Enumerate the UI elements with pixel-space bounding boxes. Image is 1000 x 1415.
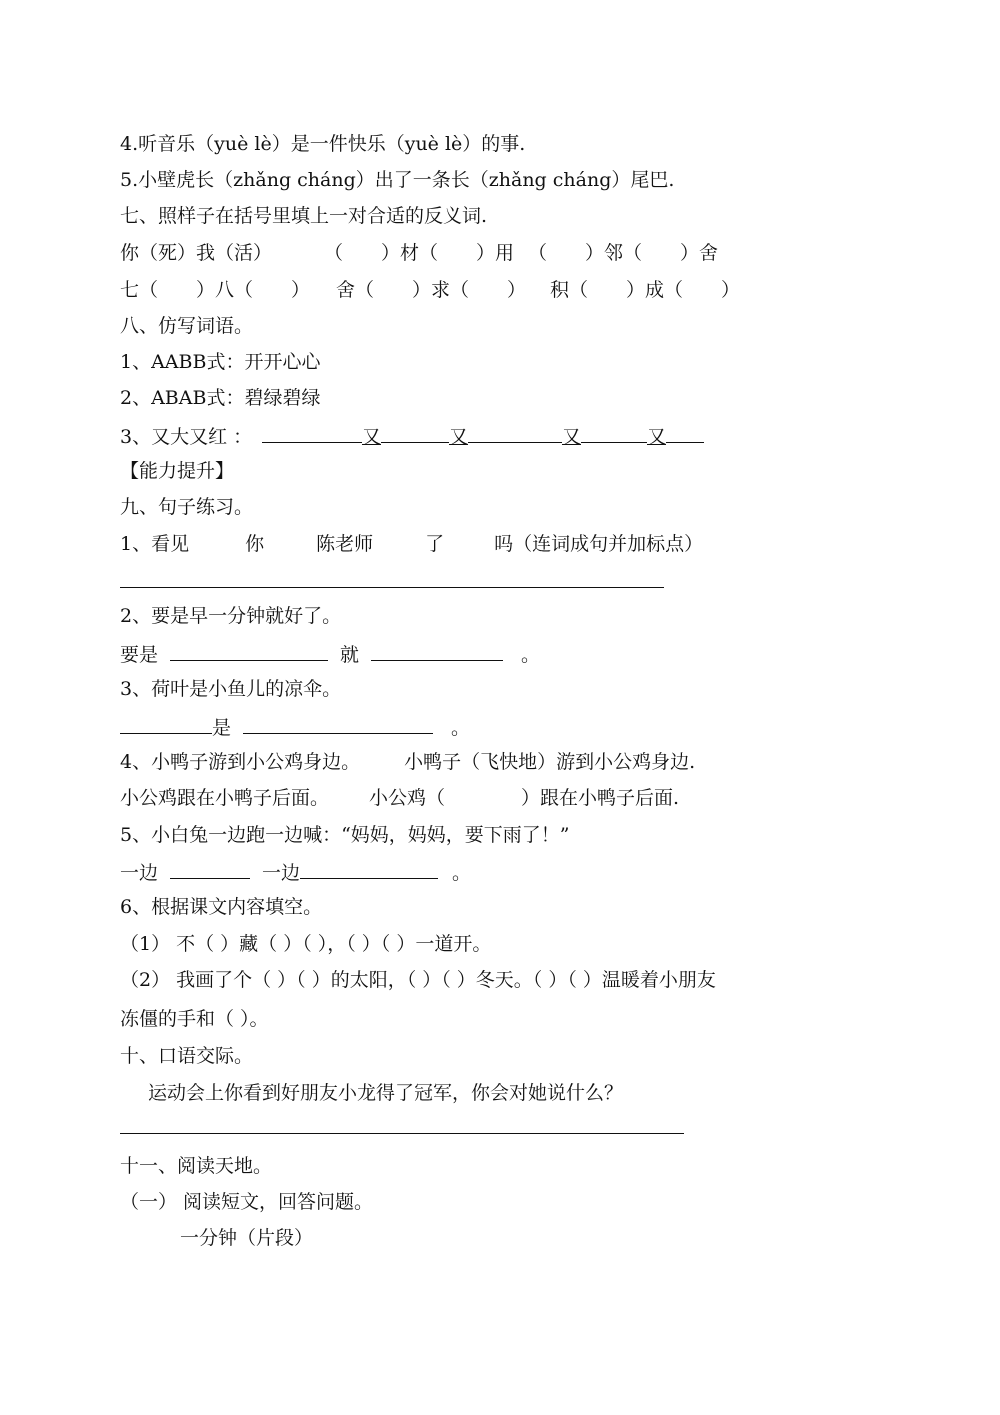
word: 1、看见	[120, 533, 190, 555]
answer-blank[interactable]	[243, 713, 433, 734]
text-line: 3、荷叶是小鱼儿的凉伞。	[120, 678, 342, 700]
example: 你（死）我（活）	[120, 242, 273, 264]
text-line: 1、AABB式：开开心心	[120, 351, 321, 373]
word: 陈老师	[316, 533, 374, 555]
fill-line	[120, 422, 704, 450]
fill-line: （2） 我画了个（ ）（ ）的太阳，（ ）（ ）冬天。（ ）（ ）温暖着小朋友	[120, 969, 716, 991]
text-line: 6、根据课文内容填空。	[120, 896, 323, 918]
fill-item: 积（ ）成（ ）	[550, 279, 741, 301]
word: 吗（连词成句并加标点）	[494, 533, 704, 555]
answer-blank[interactable]	[381, 422, 449, 443]
text-line: 5、小白兔一边跑一边喊：“妈妈，妈妈，要下雨了！”	[120, 824, 570, 846]
passage-title: 一分钟（片段）	[180, 1227, 314, 1249]
example-row	[120, 749, 695, 775]
fill-line	[120, 640, 540, 668]
you-char: 又	[562, 426, 582, 448]
answer-blank[interactable]	[170, 858, 250, 879]
label: 要是	[120, 644, 159, 666]
text-line: 2、ABAB式：碧绿碧绿	[120, 387, 321, 409]
period: 。	[452, 862, 472, 884]
fill-line	[120, 713, 470, 741]
period: 。	[451, 717, 471, 739]
label: 一边	[262, 862, 301, 884]
fill-item: （ ）材（ ）用	[324, 242, 515, 264]
question-heading: 九、句子练习。	[120, 496, 254, 518]
word: 你	[245, 533, 265, 555]
you-char: 又	[647, 426, 667, 448]
text-line: （一） 阅读短文，回答问题。	[120, 1191, 374, 1213]
answer-blank[interactable]	[371, 640, 503, 661]
text-line: 2、要是早一分钟就好了。	[120, 605, 342, 627]
fill-item: 舍（ ）求（ ）	[336, 279, 527, 301]
fill-item: （ ）邻（ ）舍	[528, 242, 719, 264]
antonym-row	[120, 277, 740, 303]
sentence: 4、小鸭子游到小公鸡身边。	[120, 751, 361, 773]
sentence: 小鸭子（飞快地）游到小公鸡身边.	[404, 751, 696, 773]
you-char: 又	[362, 426, 382, 448]
period: 。	[521, 644, 541, 666]
fill-line	[120, 858, 471, 886]
antonym-row	[120, 240, 718, 266]
word-order-row	[120, 531, 703, 557]
sentence: 小公鸡（ ）跟在小鸭子后面.	[369, 787, 680, 809]
section-heading: 【能力提升】	[120, 460, 235, 482]
question-heading: 八、仿写词语。	[120, 315, 254, 337]
answer-line[interactable]	[120, 587, 664, 588]
label: 3、又大又红 ：	[120, 426, 253, 448]
label: 一边	[120, 862, 159, 884]
text-line: 5.小壁虎长（zhǎng cháng）出了一条长（zhǎng cháng）尾巴.	[120, 169, 675, 191]
you-char: 又	[449, 426, 469, 448]
label: 是	[212, 717, 232, 739]
answer-blank[interactable]	[300, 858, 438, 879]
answer-blank[interactable]	[262, 422, 362, 443]
fill-item: 七（ ）八（ ）	[120, 279, 311, 301]
fill-line: （1） 不（ ）藏（ ）（ ），（ ）（ ）一道开。	[120, 933, 492, 955]
answer-blank[interactable]	[666, 422, 704, 443]
answer-blank[interactable]	[120, 713, 212, 734]
text-line: 4.听音乐（yuè lè）是一件快乐（yuè lè）的事.	[120, 133, 526, 155]
answer-line[interactable]	[120, 1133, 684, 1134]
fill-line: 冻僵的手和（ ）。	[120, 1008, 269, 1030]
label: 就	[340, 644, 360, 666]
answer-blank[interactable]	[468, 422, 562, 443]
question-heading: 七、照样子在括号里填上一对合适的反义词.	[120, 205, 488, 227]
word: 了	[425, 533, 445, 555]
question-heading: 十、口语交际。	[120, 1045, 254, 1067]
answer-blank[interactable]	[581, 422, 647, 443]
question-heading: 十一、阅读天地。	[120, 1155, 273, 1177]
text-line: 运动会上你看到好朋友小龙得了冠军，你会对她说什么？	[148, 1082, 624, 1104]
fill-row	[120, 785, 679, 811]
sentence: 小公鸡跟在小鸭子后面。	[120, 787, 330, 809]
answer-blank[interactable]	[170, 640, 328, 661]
